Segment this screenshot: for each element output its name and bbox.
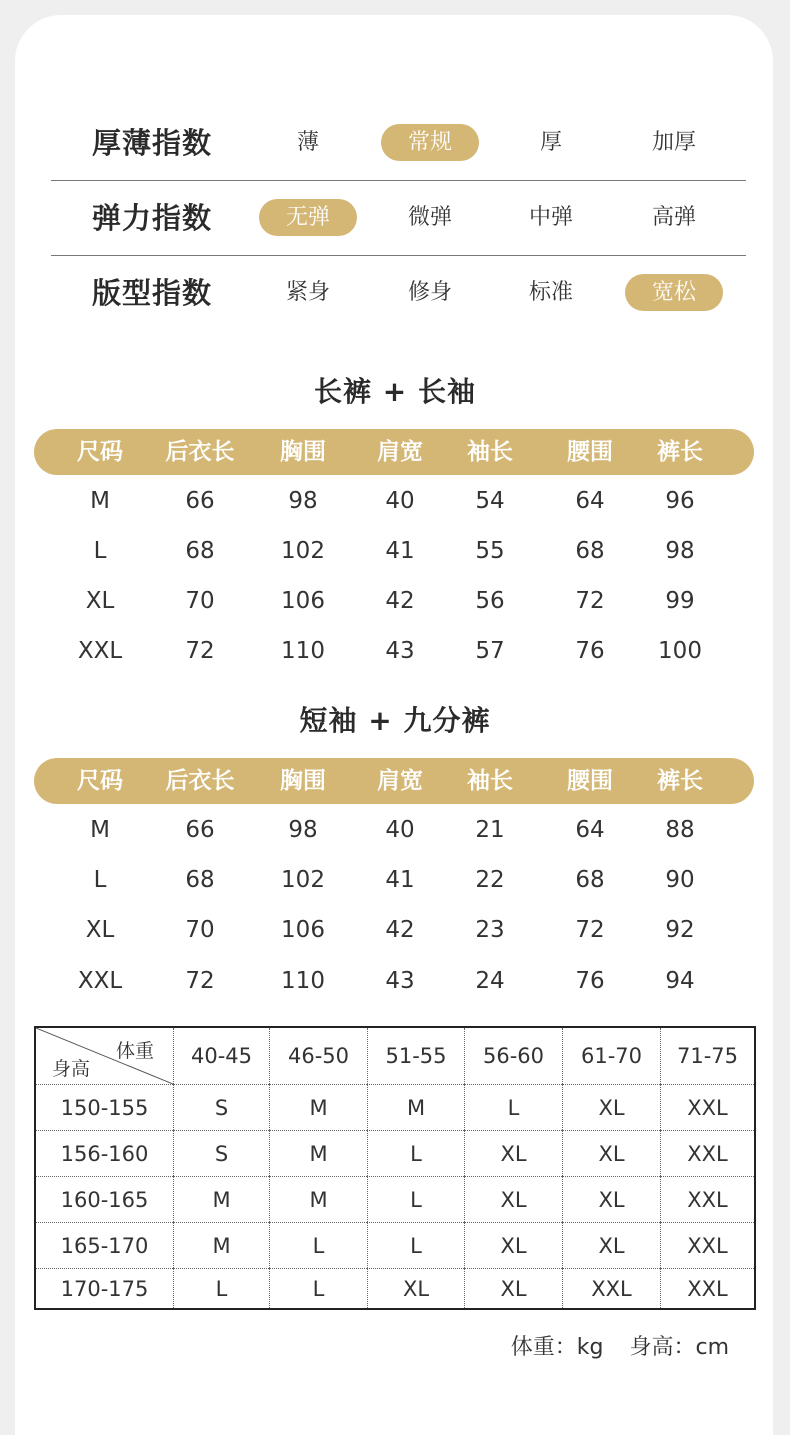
table-cell: M xyxy=(90,488,110,514)
recommended-size-cell: XL xyxy=(464,1176,562,1222)
table-cell: 76 xyxy=(575,638,605,664)
column-header: 肩宽 xyxy=(377,768,423,794)
weight-range-header: 46-50 xyxy=(269,1028,367,1084)
index-title: 版型指数 xyxy=(92,276,213,310)
table-cell: 55 xyxy=(475,538,505,564)
recommended-size-cell: L xyxy=(173,1268,269,1308)
column-header: 尺码 xyxy=(77,768,123,794)
recommended-size-cell: L xyxy=(464,1084,562,1130)
table-cell: 43 xyxy=(385,638,415,664)
index-row xyxy=(0,186,790,246)
table-row xyxy=(0,956,790,1006)
table-row xyxy=(0,576,790,626)
column-header: 后衣长 xyxy=(165,768,235,794)
index-title: 厚薄指数 xyxy=(92,126,213,160)
height-unit: 身高：cm xyxy=(629,1335,729,1360)
table-cell: 102 xyxy=(281,867,325,893)
recommended-size-cell: XL xyxy=(562,1222,660,1268)
table-cell: 64 xyxy=(575,817,605,843)
table-cell: 56 xyxy=(475,588,505,614)
recommended-size-cell: S xyxy=(173,1130,269,1176)
table-cell: 24 xyxy=(475,968,505,994)
column-header: 尺码 xyxy=(77,439,123,465)
table-header xyxy=(34,429,754,475)
table-cell: 42 xyxy=(385,917,415,943)
recommended-size-cell: L xyxy=(367,1130,464,1176)
table-cell: 57 xyxy=(475,638,505,664)
table-row xyxy=(0,476,790,526)
table-row xyxy=(0,626,790,676)
recommended-size-cell: XL xyxy=(562,1176,660,1222)
index-option: 厚 xyxy=(539,130,562,155)
table-cell: XXL xyxy=(77,968,123,994)
index-title: 弹力指数 xyxy=(92,201,213,235)
table-cell: 98 xyxy=(288,817,318,843)
table-cell: 66 xyxy=(185,817,215,843)
table-cell: L xyxy=(93,867,107,893)
table-cell: 22 xyxy=(475,867,505,893)
table-cell: 54 xyxy=(475,488,505,514)
table-cell: 70 xyxy=(185,917,215,943)
table-cell: 94 xyxy=(665,968,695,994)
table-row xyxy=(0,855,790,905)
table-cell: 68 xyxy=(575,538,605,564)
table-cell: 64 xyxy=(575,488,605,514)
recommended-size-cell: M xyxy=(173,1176,269,1222)
height-range-cell: 156-160 xyxy=(36,1130,173,1176)
index-option: 宽松 xyxy=(625,274,723,311)
recommended-size-cell: S xyxy=(173,1084,269,1130)
table-cell: 92 xyxy=(665,917,695,943)
table-cell: 76 xyxy=(575,968,605,994)
weight-range-header: 71-75 xyxy=(660,1028,754,1084)
table-cell: 70 xyxy=(185,588,215,614)
column-header: 胸围 xyxy=(280,439,326,465)
index-option: 标准 xyxy=(528,280,573,305)
table-cell: 96 xyxy=(665,488,695,514)
table-cell: 68 xyxy=(185,538,215,564)
height-range-cell: 165-170 xyxy=(36,1222,173,1268)
table-cell: 41 xyxy=(385,867,415,893)
column-header: 裤长 xyxy=(657,768,703,794)
index-row xyxy=(0,261,790,321)
table-cell: 23 xyxy=(475,917,505,943)
recommended-size-cell: XXL xyxy=(562,1268,660,1308)
column-header: 后衣长 xyxy=(165,439,235,465)
table-cell: L xyxy=(93,538,107,564)
corner-weight-label: 体重 xyxy=(116,1040,155,1062)
table-cell: XXL xyxy=(77,638,123,664)
corner-header xyxy=(36,1028,173,1084)
table-cell: 66 xyxy=(185,488,215,514)
table-cell: 72 xyxy=(185,638,215,664)
index-option: 常规 xyxy=(381,124,479,161)
weight-range-header: 51-55 xyxy=(367,1028,464,1084)
recommended-size-cell: M xyxy=(269,1176,367,1222)
table-header xyxy=(34,758,754,804)
table-cell: 21 xyxy=(475,817,505,843)
table-row xyxy=(0,805,790,855)
table-cell: 72 xyxy=(185,968,215,994)
index-option: 中弹 xyxy=(528,205,573,230)
size-recommendation-table xyxy=(34,1026,756,1310)
table-cell: 40 xyxy=(385,488,415,514)
divider xyxy=(51,255,746,256)
index-option: 无弹 xyxy=(259,199,357,236)
height-range-cell: 160-165 xyxy=(36,1176,173,1222)
weight-range-header: 61-70 xyxy=(562,1028,660,1084)
index-row xyxy=(0,111,790,171)
table-cell: 68 xyxy=(185,867,215,893)
table-cell: 98 xyxy=(288,488,318,514)
recommended-size-cell: M xyxy=(173,1222,269,1268)
table-cell: 102 xyxy=(281,538,325,564)
recommended-size-cell: XL xyxy=(562,1130,660,1176)
height-range-cell: 170-175 xyxy=(36,1268,173,1308)
recommended-size-cell: XL xyxy=(562,1084,660,1130)
table-cell: XL xyxy=(85,588,115,614)
table-cell: 42 xyxy=(385,588,415,614)
height-range-cell: 150-155 xyxy=(36,1084,173,1130)
recommended-size-cell: M xyxy=(367,1084,464,1130)
table-cell: 40 xyxy=(385,817,415,843)
recommended-size-cell: XXL xyxy=(660,1130,754,1176)
column-header: 袖长 xyxy=(467,768,513,794)
table-cell: 68 xyxy=(575,867,605,893)
table-cell: 100 xyxy=(658,638,702,664)
table-row xyxy=(0,905,790,955)
table-cell: 106 xyxy=(281,917,325,943)
table-cell: 88 xyxy=(665,817,695,843)
table-cell: XL xyxy=(85,917,115,943)
index-option: 紧身 xyxy=(285,280,330,305)
recommended-size-cell: XXL xyxy=(660,1268,754,1308)
column-header: 腰围 xyxy=(567,439,613,465)
recommended-size-cell: XXL xyxy=(660,1084,754,1130)
table-row xyxy=(0,526,790,576)
index-option: 加厚 xyxy=(651,130,696,155)
recommended-size-cell: L xyxy=(269,1268,367,1308)
weight-range-header: 40-45 xyxy=(173,1028,269,1084)
divider xyxy=(51,180,746,181)
section-title: 长裤 + 长袖 xyxy=(314,375,476,408)
table-cell: 110 xyxy=(281,968,325,994)
units-note xyxy=(485,1330,729,1361)
recommended-size-cell: XL xyxy=(464,1222,562,1268)
table-cell: 90 xyxy=(665,867,695,893)
recommended-size-cell: M xyxy=(269,1084,367,1130)
table-cell: 72 xyxy=(575,588,605,614)
recommended-size-cell: L xyxy=(269,1222,367,1268)
column-header: 肩宽 xyxy=(377,439,423,465)
column-header: 裤长 xyxy=(657,439,703,465)
index-option: 修身 xyxy=(407,280,452,305)
index-option: 薄 xyxy=(296,130,319,155)
index-option: 高弹 xyxy=(651,205,696,230)
index-option: 微弹 xyxy=(407,205,452,230)
table-cell: 99 xyxy=(665,588,695,614)
recommended-size-cell: L xyxy=(367,1176,464,1222)
column-header: 胸围 xyxy=(280,768,326,794)
section-title: 短袖 + 九分裤 xyxy=(299,704,491,737)
recommended-size-cell: XXL xyxy=(660,1222,754,1268)
table-cell: 110 xyxy=(281,638,325,664)
table-cell: 43 xyxy=(385,968,415,994)
table-cell: 98 xyxy=(665,538,695,564)
table-cell: 72 xyxy=(575,917,605,943)
recommended-size-cell: XL xyxy=(367,1268,464,1308)
recommended-size-cell: XL xyxy=(464,1268,562,1308)
table-cell: 41 xyxy=(385,538,415,564)
column-header: 腰围 xyxy=(567,768,613,794)
recommended-size-cell: XL xyxy=(464,1130,562,1176)
recommended-size-cell: L xyxy=(367,1222,464,1268)
table-cell: 106 xyxy=(281,588,325,614)
weight-unit: 体重：kg xyxy=(510,1335,604,1360)
table-cell: M xyxy=(90,817,110,843)
weight-range-header: 56-60 xyxy=(464,1028,562,1084)
column-header: 袖长 xyxy=(467,439,513,465)
recommended-size-cell: M xyxy=(269,1130,367,1176)
corner-height-label: 身高 xyxy=(52,1058,91,1080)
recommended-size-cell: XXL xyxy=(660,1176,754,1222)
